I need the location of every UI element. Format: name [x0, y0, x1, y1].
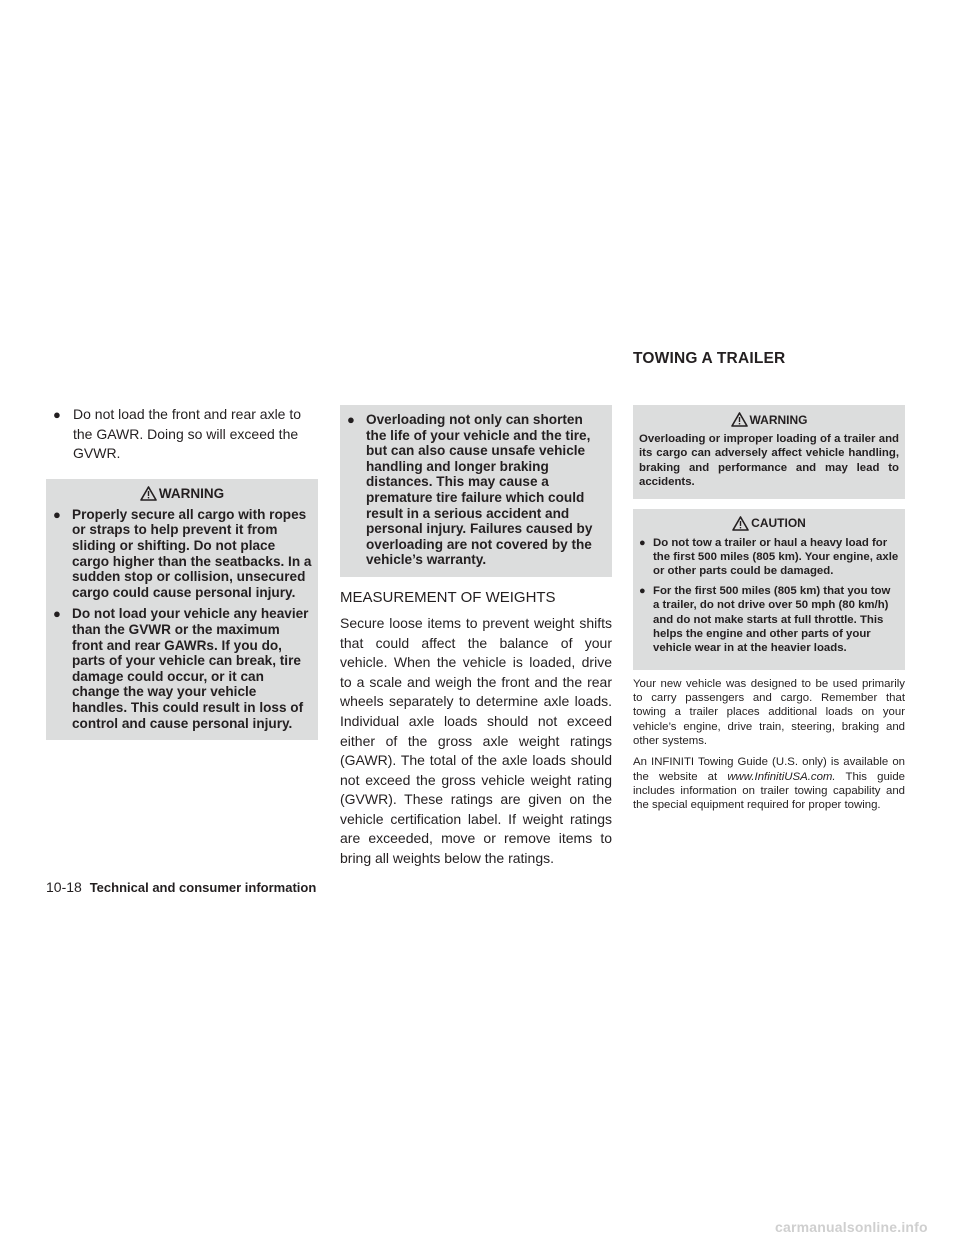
bullet-icon: ●	[639, 584, 646, 597]
warning-panel	[46, 479, 318, 740]
list-item	[52, 507, 312, 601]
section-title: TOWING A TRAILER	[633, 350, 786, 367]
caution-panel	[633, 509, 905, 670]
caution-bullet-text: For the first 500 miles (805 km) that you tow a trailer, do not drive over 50 mph (80 km/h) and do not make starts at full throttle. This helps the engine and other parts of your vehicle wear in at the heavier loads.	[653, 584, 891, 655]
watermark: carmanualsonline.info	[775, 1219, 928, 1235]
subheading: MEASUREMENT OF WEIGHTS	[340, 588, 556, 606]
warning-text: Overloading or improper loading of a trailer and its cargo can adversely affect vehicle handling, braking and performance and may lead to accidents.	[639, 433, 899, 489]
warning-icon	[731, 412, 748, 427]
caution-bullet-text: Do not tow a trailer or haul a heavy load for the first 500 miles (805 km). Your engine, axle or other parts could be damaged.	[653, 536, 899, 578]
website-link[interactable]: www.InfinitiUSA.com.	[727, 770, 836, 783]
caution-title: CAUTION	[751, 516, 806, 531]
list-item	[46, 405, 318, 464]
caution-icon	[732, 516, 749, 531]
column-2	[340, 405, 612, 869]
bullet-icon: ●	[53, 606, 61, 622]
bullet-icon: ●	[347, 412, 355, 427]
bullet-icon: ●	[639, 536, 646, 549]
body-paragraph: Your new vehicle was designed to be used primarily to carry passengers and cargo. Remember that towing a trailer places additional loads on your vehicle’s engine, drive train, steering, braking and other systems.	[633, 677, 905, 748]
warning-heading	[52, 486, 312, 507]
paragraph-text: This guide includes information on trailer towing capability and the special equipment required for proper towing.	[633, 770, 905, 812]
warning-title: WARNING	[749, 412, 808, 427]
warning-title: WARNING	[158, 485, 225, 501]
page-number: 10-18	[46, 879, 82, 895]
paragraph-text: An INFINITI Towing Guide (U.S. only) is available on the website at	[633, 756, 905, 783]
body-paragraph: Secure loose items to prevent weight shifts that could affect the balance of your vehicle. When the vehicle is loaded, drive to a scale and weigh the front and the rear wheels separately to determine axle loads. Individual axle loads should not exceed either of the gross axle weight ratings (GAWR). The total of the axle loads should not exceed the gross vehicle weight rating (GVWR). These ratings are given on the vehicle certification label. If weight ratings are exceeded, move or remove items to bring all weights below the ratings.	[340, 614, 612, 867]
bullet-icon: ●	[53, 506, 61, 522]
warning-bullet-text: Overloading not only can shorten the life of your vehicle and the tire, but can also cause unsafe vehicle handling and longer braking distances. This may cause a premature tire failure which could result in a serious accident and personal injury. Failures caused by overloading are not covered by the vehicle’s warranty.	[366, 412, 593, 568]
page-footer	[46, 879, 316, 895]
warning-bullet-text: Do not load your vehicle any heavier than the GVWR or the maximum front and rear GAWRs. If you do, parts of your vehicle can break, tire damage could occur, or it can change the way your vehicle handles. This could result in loss of control and cause personal injury.	[72, 606, 309, 731]
intro-bullet-text: Do not load the front and rear axle to the GAWR. Doing so will exceed the GVWR.	[73, 406, 302, 462]
column-1	[46, 405, 318, 740]
warning-icon	[140, 486, 157, 501]
body-paragraph	[633, 755, 905, 812]
chapter-title: Technical and consumer information	[89, 880, 317, 895]
warning-heading	[639, 412, 899, 432]
warning-panel	[633, 405, 905, 499]
list-item	[52, 606, 312, 731]
list-item	[639, 584, 899, 656]
caution-heading	[639, 516, 899, 536]
warning-bullet-text: Properly secure all cargo with ropes or straps to help prevent it from sliding or shifting. Do not place cargo higher than the seatbacks. In a sudden stop or collision, unsecured cargo could cause personal injury.	[72, 506, 312, 600]
list-item	[639, 536, 899, 579]
list-item	[346, 412, 606, 568]
column-3	[633, 405, 905, 813]
bullet-icon: ●	[53, 407, 61, 422]
warning-panel-continued	[340, 405, 612, 577]
